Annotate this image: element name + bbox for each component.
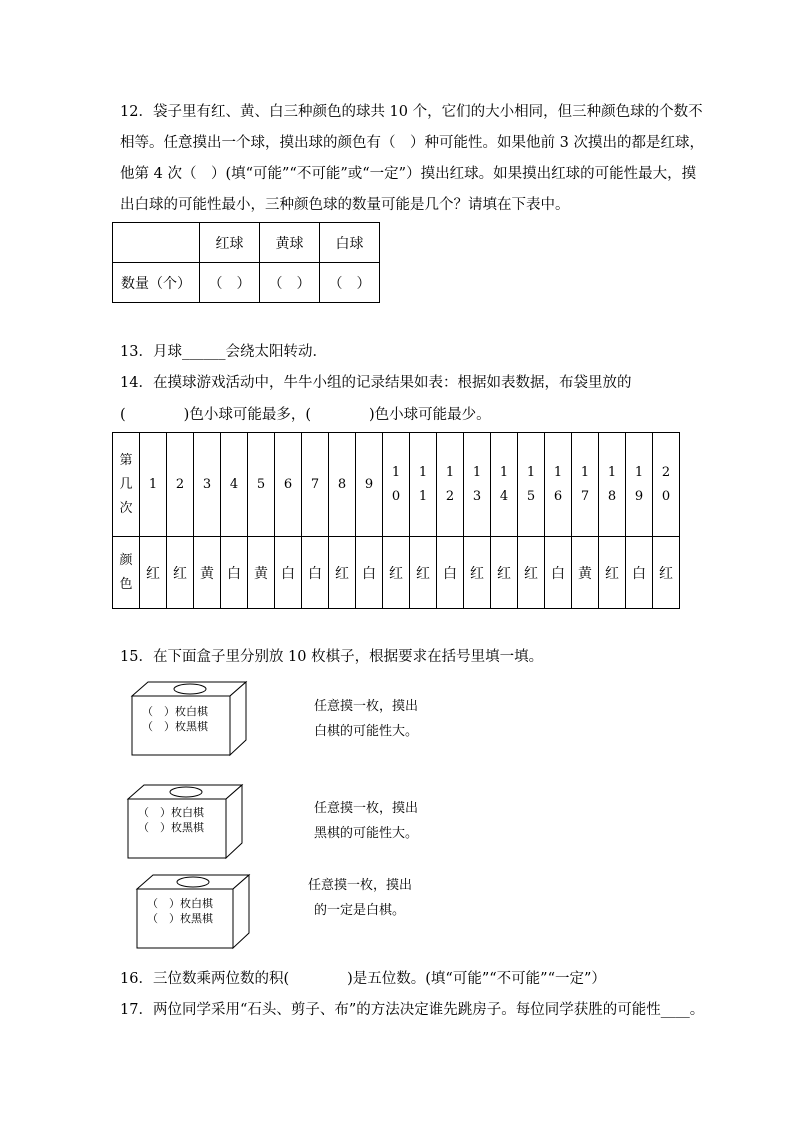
chess-box-2 — [126, 783, 246, 861]
q14-trial-color: 白 — [302, 537, 329, 609]
q14-trial-number: 1 — [140, 433, 167, 537]
q14-trial-number — [545, 433, 572, 537]
q14-trial-number — [626, 433, 653, 537]
q14-trial-digit: 1 — [607, 464, 617, 480]
q14-row1-label-char: 次 — [119, 500, 133, 516]
q14-trial-color: 红 — [491, 537, 518, 609]
q14-trial-color: 黄 — [194, 537, 221, 609]
q14-trial-number — [518, 433, 545, 537]
q12-blank-red[interactable]: （ ） — [200, 263, 260, 303]
q14-trial-digit: 1 — [580, 464, 590, 480]
box2-hint-2: 黑棋的可能性大。 — [314, 826, 419, 841]
box2-hint-1: 任意摸一枚，摸出 — [314, 801, 419, 816]
q14-line-2: ( )色小球可能最多，( )色小球可能最少。 — [120, 407, 491, 423]
q14-trial-color: 白 — [626, 537, 653, 609]
q12-line-4: 出白球的可能性最小，三种颜色球的数量可能是几个？请填在下表中。 — [120, 197, 570, 213]
q14-trial-number: 6 — [275, 433, 302, 537]
q12-header-empty — [113, 223, 200, 263]
q14-row1-label — [113, 433, 140, 537]
q14-trial-number: 8 — [329, 433, 356, 537]
q12-blank-white[interactable]: （ ） — [320, 263, 380, 303]
q14-trial-digit: 0 — [391, 488, 401, 504]
q14-trial-number: 2 — [167, 433, 194, 537]
q14-trial-color: 红 — [329, 537, 356, 609]
q14-row2-label-char: 色 — [119, 576, 133, 592]
q14-trial-number — [410, 433, 437, 537]
box1-hint-1: 任意摸一枚，摸出 — [314, 699, 419, 714]
q14-trial-digit: 1 — [553, 464, 563, 480]
q14-trial-color: 红 — [167, 537, 194, 609]
q14-trial-digit: 6 — [553, 488, 563, 504]
q14-trial-number: 9 — [356, 433, 383, 537]
q14-trial-number — [491, 433, 518, 537]
q14-trial-number — [464, 433, 491, 537]
q14-trial-number — [437, 433, 464, 537]
q14-trial-color: 白 — [356, 537, 383, 609]
q12-header-red: 红球 — [200, 223, 260, 263]
q14-trial-digit: 8 — [607, 488, 617, 504]
q14-trial-number — [599, 433, 626, 537]
q14-trial-digit: 1 — [418, 488, 428, 504]
q14-trial-color: 红 — [518, 537, 545, 609]
q14-row1-label-char: 几 — [119, 476, 133, 492]
q14-trial-color: 黄 — [572, 537, 599, 609]
q14-trial-color: 红 — [464, 537, 491, 609]
q14-line-1: 14．在摸球游戏活动中，牛牛小组的记录结果如表：根据如表数据，布袋里放的 — [120, 375, 632, 391]
q14-trial-color: 白 — [221, 537, 248, 609]
q14-trial-digit: 2 — [445, 488, 455, 504]
q14-trial-digit: 9 — [634, 488, 644, 504]
q15-text: 15．在下面盒子里分别放 10 枚棋子，根据要求在括号里填一填。 — [120, 649, 544, 665]
q14-row2-label-char: 颜 — [119, 552, 133, 568]
q14-trial-digit: 3 — [472, 488, 482, 504]
q14-trial-number — [572, 433, 599, 537]
q14-trial-digit: 2 — [661, 464, 671, 480]
q14-trial-number — [653, 433, 680, 537]
q14-trial-digit: 0 — [661, 488, 671, 504]
q12-header-white: 白球 — [320, 223, 380, 263]
q16-text: 16．三位数乘两位数的积( )是五位数。(填“可能”“不可能”“一定”） — [120, 971, 606, 987]
q13-text: 13．月球______会绕太阳转动． — [120, 344, 327, 360]
box1-white-label[interactable]: （ ）枚白棋 — [142, 705, 208, 718]
q14-trial-color: 白 — [545, 537, 572, 609]
q14-trial-digit: 1 — [391, 464, 401, 480]
q14-trial-digit: 4 — [499, 488, 509, 504]
q14-trial-color: 白 — [275, 537, 302, 609]
q12-table — [112, 222, 380, 303]
chess-box-3 — [135, 873, 251, 951]
q14-trial-digit: 1 — [526, 464, 536, 480]
q12-line-2: 相等。任意摸出一个球，摸出球的颜色有（ ）种可能性。如果他前 3 次摸出的都是红球， — [120, 135, 704, 151]
q14-trial-color: 红 — [410, 537, 437, 609]
q14-trial-color: 红 — [653, 537, 680, 609]
chess-box-1 — [130, 680, 250, 758]
q14-trial-digit: 7 — [580, 488, 590, 504]
q14-trial-number: 4 — [221, 433, 248, 537]
q14-trial-number: 3 — [194, 433, 221, 537]
q14-trial-digit: 1 — [445, 464, 455, 480]
q14-trial-color: 红 — [599, 537, 626, 609]
q12-row-label: 数量（个） — [113, 263, 200, 303]
box3-hint-2: 的一定是白棋。 — [314, 903, 406, 918]
q14-trial-digit: 1 — [418, 464, 428, 480]
q14-trial-digit: 1 — [634, 464, 644, 480]
q14-trial-color: 红 — [140, 537, 167, 609]
box1-black-label[interactable]: （ ）枚黑棋 — [142, 720, 208, 733]
q14-trial-color: 白 — [437, 537, 464, 609]
q14-trial-number: 7 — [302, 433, 329, 537]
box1-hint-2: 白棋的可能性大。 — [314, 724, 419, 739]
q14-trial-color: 红 — [383, 537, 410, 609]
q14-trial-color: 黄 — [248, 537, 275, 609]
box3-white-label[interactable]: （ ）枚白棋 — [147, 897, 213, 910]
box3-black-label[interactable]: （ ）枚黑棋 — [147, 912, 213, 925]
q12-header-yellow: 黄球 — [260, 223, 320, 263]
box2-white-label[interactable]: （ ）枚白棋 — [138, 806, 204, 819]
q14-trial-number — [383, 433, 410, 537]
box3-hint-1: 任意摸一枚，摸出 — [308, 878, 413, 893]
q14-trial-digit: 1 — [472, 464, 482, 480]
q12-blank-yellow[interactable]: （ ） — [260, 263, 320, 303]
q14-row1-label-char: 第 — [119, 452, 133, 468]
q17-text: 17．两位同学采用“石头、剪子、布”的方法决定谁先跳房子。每位同学获胜的可能性____。 — [120, 1002, 705, 1018]
q14-trial-number: 5 — [248, 433, 275, 537]
q14-trial-digit: 5 — [526, 488, 536, 504]
q14-table — [112, 432, 680, 609]
q14-trial-digit: 1 — [499, 464, 509, 480]
q12-line-3: 他第 4 次（ ）(填“可能”“不可能”或“一定”）摸出红球。如果摸出红球的可能性最大，摸 — [120, 166, 697, 182]
box2-black-label[interactable]: （ ）枚黑棋 — [138, 821, 204, 834]
q12-line-1: 12．袋子里有红、黄、白三种颜色的球共 10 个，它们的大小相同，但三种颜色球的个数不 — [120, 104, 703, 120]
q14-row2-label — [113, 537, 140, 609]
